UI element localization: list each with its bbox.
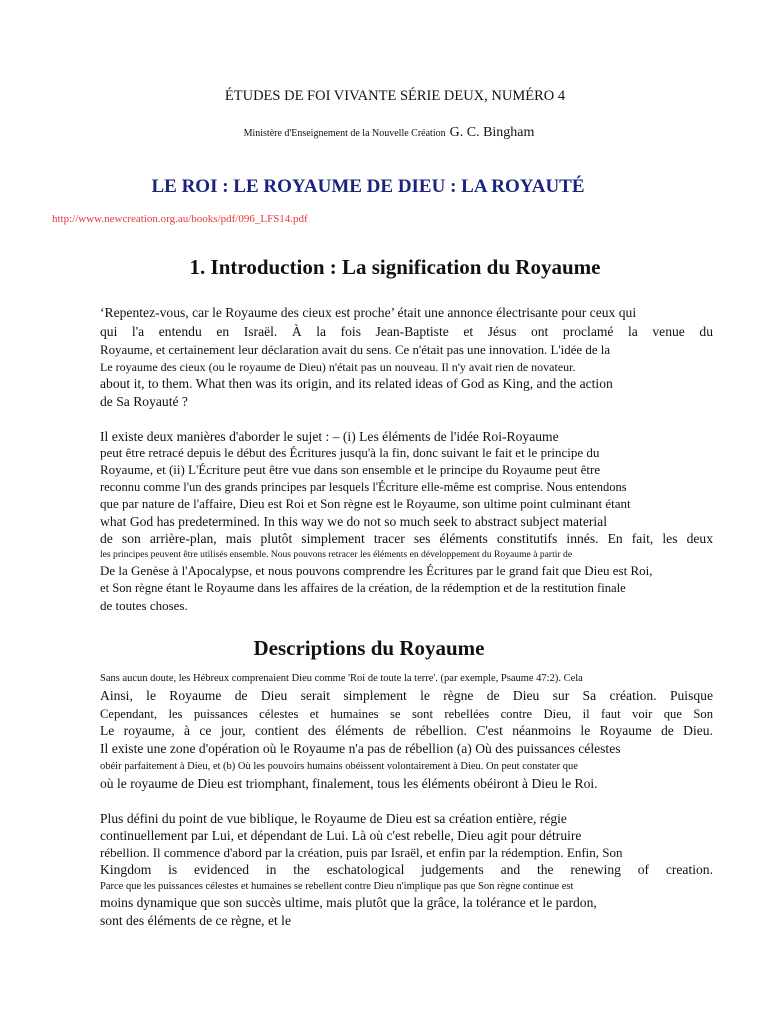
section-heading-descriptions: Descriptions du Royaume (253, 636, 485, 660)
text-line: Cependant, les puissances célestes et humaines se sont rebellées contre Dieu, il faut voir que Son (100, 707, 713, 721)
text-line: Ainsi, le Royaume de Dieu serait simplement le règne de Dieu sur Sa création. Puisque (100, 688, 713, 703)
text-line: Le royaume des cieux (ou le royaume de Dieu) n'était pas un nouveau. Il n'y avait rien de novateur. (100, 360, 576, 374)
text-line: Kingdom is evidenced in the eschatological judgements and the renewing of creation. (100, 862, 713, 877)
text-line: about it, to them. What then was its origin, and its related ideas of God as King, and the action (100, 376, 613, 391)
document-title: LE ROI : LE ROYAUME DE DIEU : LA ROYAUTÉ (151, 176, 585, 197)
text-line: où le royaume de Dieu est triomphant, finalement, tous les éléments obéiront à Dieu le Roi. (100, 776, 598, 791)
ministry-line (0, 123, 768, 141)
text-line: ‘Repentez-vous, car le Royaume des cieux est proche’ était une annonce électrisante pour ceux qui (100, 305, 637, 320)
text-line: que par nature de l'affaire, Dieu est Roi et Son règne est le Royaume, son ultime point culminant étant (100, 496, 631, 511)
ministry-name: Ministère d'Enseignement de la Nouvelle Création (243, 128, 446, 139)
text-line: sont des éléments de ce règne, et le (100, 913, 291, 928)
series-heading: ÉTUDES DE FOI VIVANTE SÉRIE DEUX, NUMÉRO 4 (224, 88, 566, 104)
text-line: De la Genèse à l'Apocalypse, et nous pouvons comprendre les Écritures par le grand fait que Dieu est Roi, (100, 563, 653, 578)
text-line: Royaume, et (ii) L'Écriture peut être vue dans son ensemble et le principe du Royaume peut être (100, 462, 601, 477)
text-line: what God has predetermined. In this way we do not so much seek to abstract subject material (100, 514, 607, 529)
text-line: de toutes choses. (100, 598, 188, 613)
text-line: obéir parfaitement à Dieu, et (b) Où les pouvoirs humains obéissent volontairement à Dieu. On peut constater que (100, 761, 578, 772)
text-line: Il existe une zone d'opération où le Royaume n'a pas de rébellion (a) Où des puissances célestes (100, 741, 621, 756)
text-line: Le royaume, à ce jour, contient des éléments de rébellion. C'est néanmoins le Royaume de Dieu. (100, 723, 713, 738)
text-line: Il existe deux manières d'aborder le sujet : – (i) Les éléments de l'idée Roi-Royaume (100, 429, 559, 444)
section-heading-introduction: 1. Introduction : La signification du Royaume (189, 255, 601, 279)
text-line: Royaume, et certainement leur déclaration avait du sens. Ce n'était pas une innovation. L'idée de la (100, 343, 611, 357)
text-line: les principes peuvent être utilisés ensemble. Nous pouvons retracer les éléments en développement du Royaume à partir de (100, 549, 573, 560)
text-line: et Son règne étant le Royaume dans les affaires de la création, de la rédemption et de la restitution finale (100, 581, 626, 595)
text-line: de son arrière-plan, mais plutôt simplement tracer ses éléments constitutifs innés. En fait, les deux (100, 531, 713, 546)
text-line: peut être retracé depuis le début des Écritures jusqu'à la fin, donc suivant le fait et le principe du (100, 445, 600, 460)
author-name: G. C. Bingham (449, 125, 535, 140)
text-line: qui l'a entendu en Israël. À la fois Jean-Baptiste et Jésus ont proclamé la venue du (100, 324, 713, 339)
text-line: Plus défini du point de vue biblique, le Royaume de Dieu est sa création entière, régie (100, 811, 567, 826)
text-line: rébellion. Il commence d'abord par la création, puis par Israël, et enfin par la rédemption. Enfin, Son (100, 845, 623, 860)
text-line: moins dynamique que son succès ultime, mais plutôt que la grâce, la tolérance et le pardon, (100, 895, 597, 910)
text-line: reconnu comme l'un des grands principes par lesquels l'Écriture elle-même est comprise. Nous entendons (100, 480, 627, 494)
text-line: Sans aucun doute, les Hébreux comprenaient Dieu comme 'Roi de toute la terre'. (par exemple, Psaume 47:2). Cela (100, 673, 583, 684)
text-line: de Sa Royauté ? (100, 394, 188, 409)
text-line: continuellement par Lui, et dépendant de Lui. Là où c'est rebelle, Dieu agit pour détruire (100, 828, 582, 843)
text-line: Parce que les puissances célestes et humaines se rebellent contre Dieu n'implique pas que Son règne continue est (100, 881, 574, 892)
source-link[interactable]: http://www.newcreation.org.au/books/pdf/096_LFS14.pdf (52, 213, 308, 225)
